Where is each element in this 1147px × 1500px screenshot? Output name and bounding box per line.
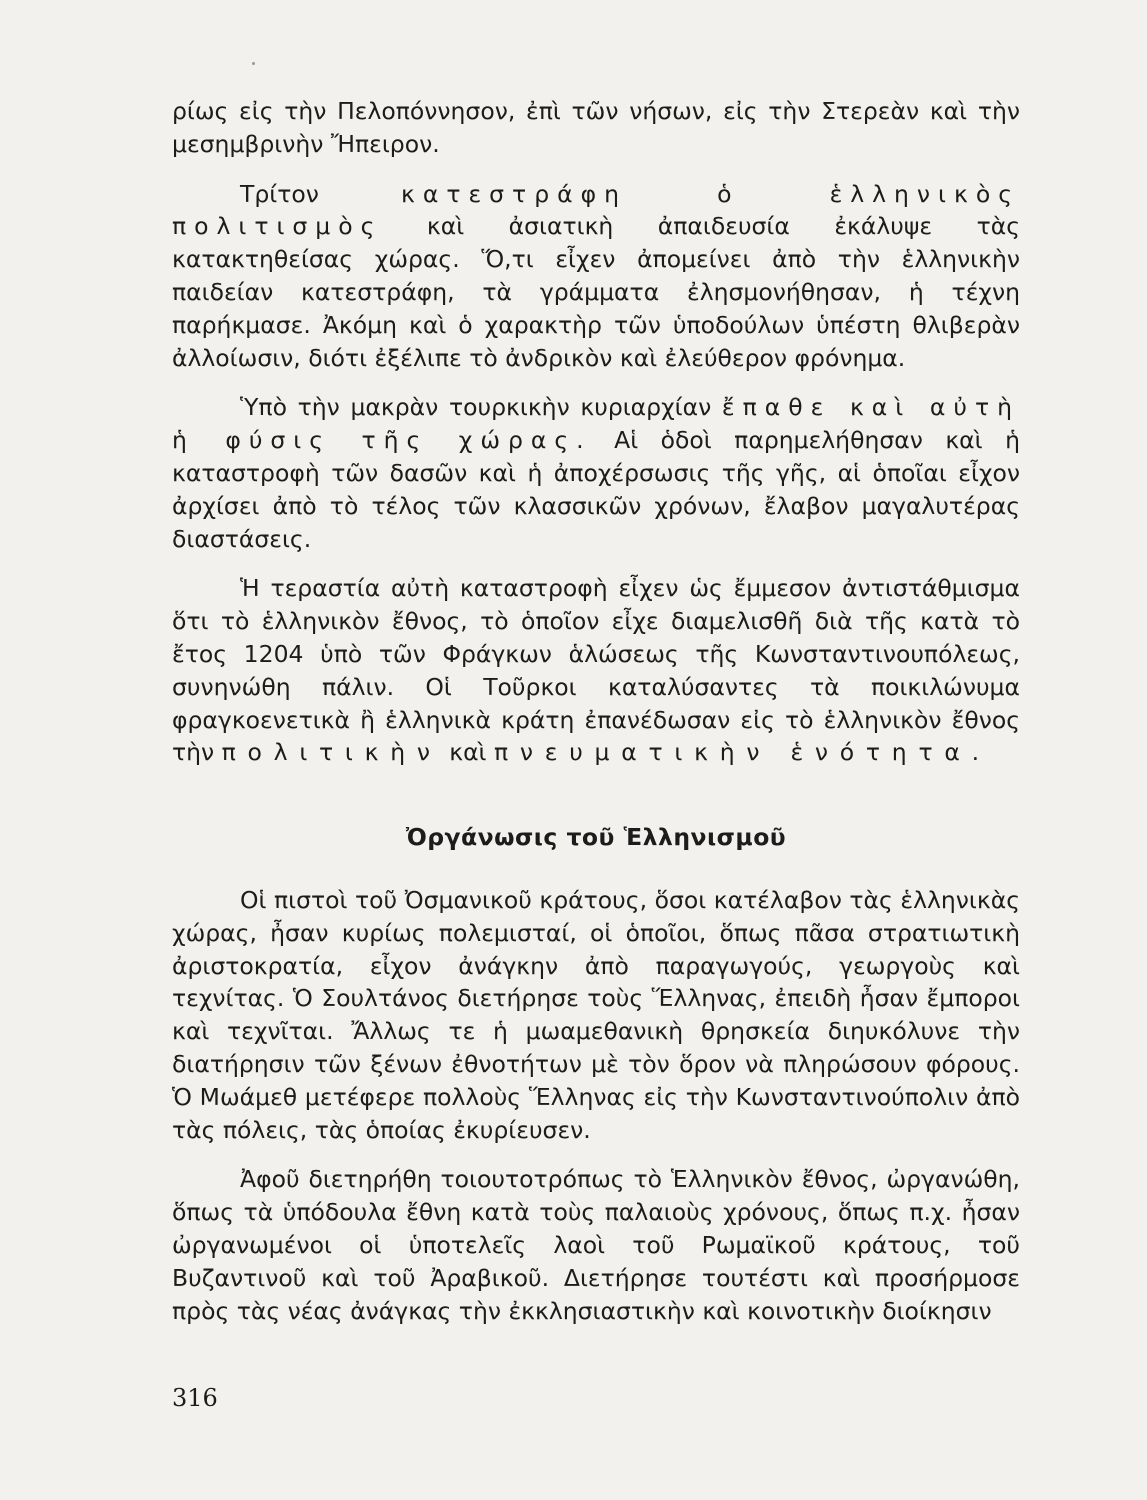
paragraph-ottoman-subjects: Οἱ πιστοὶ τοῦ Ὀσμανικοῦ κράτους, ὅσοι κατέλαβον τὰς ἑλληνικὰς χώρας, ἦσαν κυρίως πολεμισταί, οἱ ὁποῖοι, ὅπως πᾶσα στρατιωτικὴ ἀριστοκρατία, εἶχον ἀνάγκην ἀπὸ παραγωγούς, γεωργοὺς καὶ τεχνίτας. Ὁ Σουλτάνος διετήρησε τοὺς Ἕλληνας, ἐπειδὴ ἦσαν ἔμποροι καὶ τεχνῖται. Ἄλλως τε ἡ μωαμεθανικὴ θρησκεία διηυκόλυνε τὴν διατήρησιν τῶν ξένων ἐθνοτήτων μὲ τὸν ὅρον νὰ πληρώσουν φόρους. Ὁ Μωάμεθ μετέφερε πολλοὺς Ἕλληνας εἰς τὴν Κωνσταντινούπολιν ἀπὸ τὰς πόλεις, τὰς ὁποίας ἐκυρίευσεν. <box>172 885 1020 1144</box>
paragraph-lead: Ὑπὸ τὴν μακρὰν τουρκικὴν κυριαρχίαν <box>240 393 722 422</box>
paragraph-connector: καὶ <box>441 738 494 767</box>
emphasis-spaced-text: πολιτικὴν <box>221 738 442 767</box>
paragraph-culture-destroyed <box>172 178 1020 375</box>
emphasis-spaced-text: πνευματικὴν ἑνότητα. <box>493 738 991 767</box>
paragraph-lead: Τρίτον <box>240 179 402 208</box>
paragraph-continuation: ρίως εἰς τὴν Πελοπόννησον, ἐπὶ τῶν νήσων, εἰς τὴν Στερεὰν καὶ τὴν μεσημβρινὴν Ἤπειρον. <box>172 97 1020 158</box>
paragraph-body: Ἡ τεραστία αὐτὴ καταστροφὴ εἶχεν ὡς ἔμμεσον ἀντιστάθμισμα ὅτι τὸ ἑλληνικὸν ἔθνος, τὸ ὁποῖον εἶχε διαμελισθῆ διὰ τῆς κατὰ τὸ ἔτος 1204 ὑπὸ τῶν Φράγκων ἁλώσεως τῆς Κωνσταντινουπόλεως, συνηνώθη πάλιν. Οἱ Τοῦρκοι καταλύσαντες τὰ ποικιλώνυμα φραγκοενετικὰ ἢ ἑλληνικὰ κράτη ἐπανέδωσαν εἰς τὸ ἑλληνικὸν ἔθνος τὴν <box>172 574 1020 767</box>
paragraph-body: καὶ ἀσιατικὴ ἀπαιδευσία ἐκάλυψε τὰς κατακτηθείσας χώρας. Ὅ,τι εἶχεν ἀπομείνει ἀπὸ τὴν ἑλληνικὴν παιδείαν κατεστράφη, τὰ γράμματα ἐλησμονήθησαν, ἡ τέχνη παρήκμασε. Ἀκόμη καὶ ὁ χαρακτὴρ τῶν ὑποδούλων ὑπέστη θλιβερὰν ἀλλοίωσιν, διότι ἐξέλιπε τὸ ἀνδρικὸν καὶ ἐλεύθερον φρόνημα. <box>172 212 1020 372</box>
emphasis-spaced-text: κατεστράφη ὁ ἑλληνικὸς πολιτισμὸς <box>172 179 1020 241</box>
page-number: 316 <box>172 1384 218 1412</box>
paragraph-nature-suffered <box>172 391 1020 555</box>
paper-speck <box>252 62 255 65</box>
body-text <box>172 95 1020 1327</box>
section-heading: Ὀργάνωσις τοῦ Ἑλληνισμοῦ <box>405 823 787 852</box>
paragraph-organization: Ἀφοῦ διετηρήθη τοιουτοτρόπως τὸ Ἑλληνικὸν ἔθνος, ὠργανώθη, ὅπως τὰ ὑπόδουλα ἔθνη κατὰ τοὺς παλαιοὺς χρόνους, ὅπως π.χ. ἦσαν ὠργανωμένοι οἱ ὑποτελεῖς λαοὶ τοῦ Ρωμαϊκοῦ κράτους, τοῦ Βυζαντινοῦ καὶ τοῦ Ἀραβικοῦ. Διετήρησε τουτέστι καὶ προσήρμοσε πρὸς τὰς νέας ἀνάγκας τὴν ἐκκλησιαστικὴν καὶ κοινοτικὴν διοίκησιν <box>172 1165 1020 1325</box>
emphasis-spaced-text: ἔπαθε καὶ αὐτὴ ἡ φύσις τῆς χώρας. <box>172 393 1020 455</box>
paragraph-body: Αἱ ὁδοὶ παρημελήθησαν καὶ ἡ καταστροφὴ τῶν δασῶν καὶ ἡ ἀποχέρσωσις τῆς γῆς, αἱ ὁποῖαι εἶχον ἀρχίσει ἀπὸ τὸ τέλος τῶν κλασσικῶν χρόνων, ἔλαβον μαγαλυτέρας διαστάσεις. <box>172 426 1020 553</box>
paragraph-unity <box>172 572 1020 769</box>
